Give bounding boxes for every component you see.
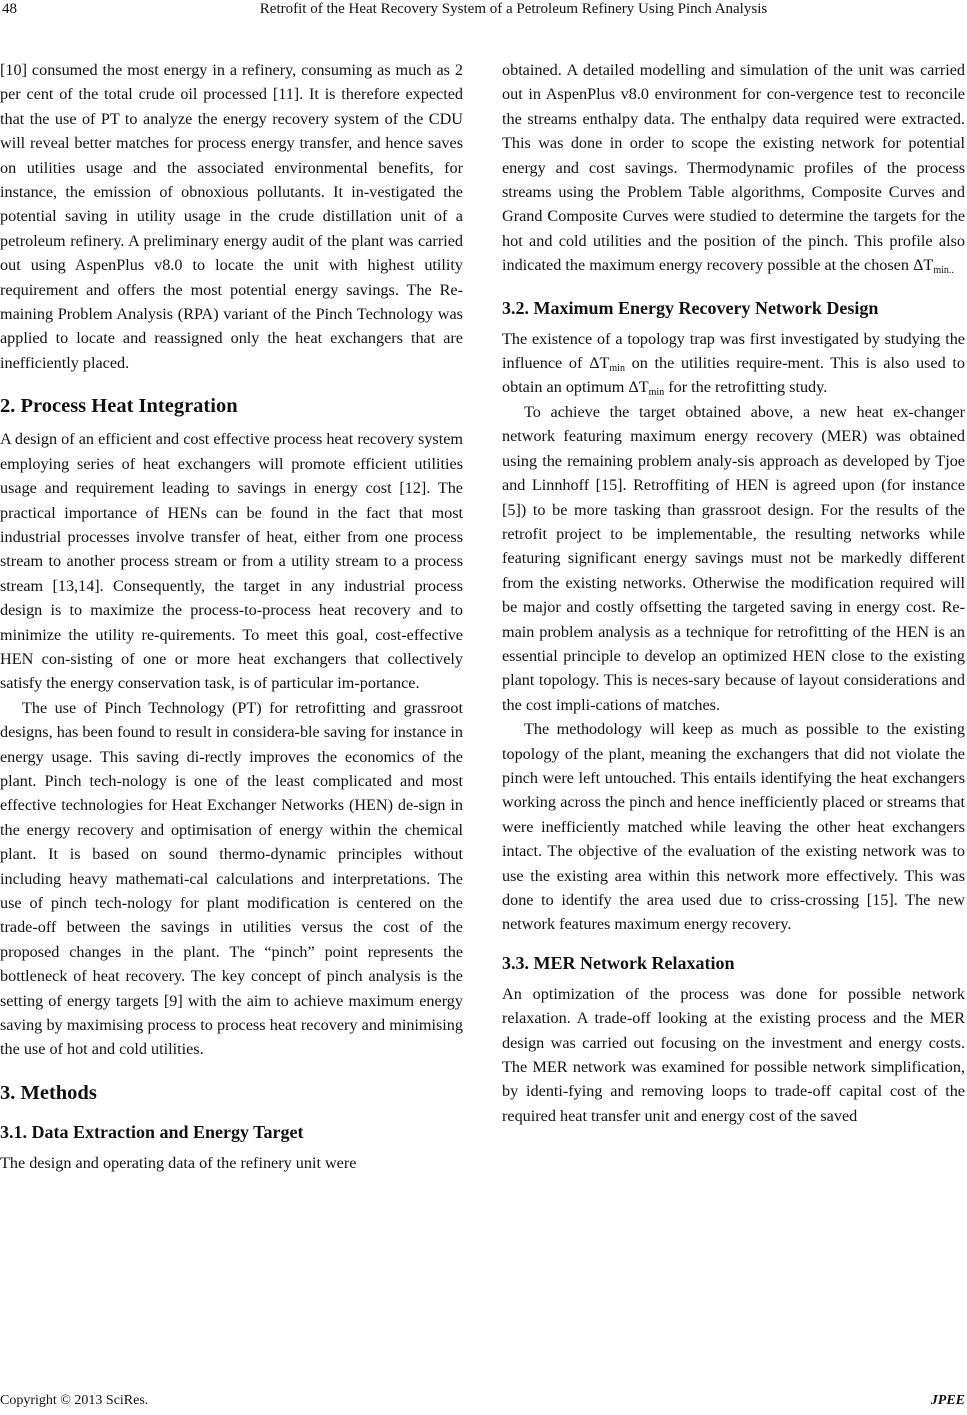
subsection-heading-data-extraction: 3.1. Data Extraction and Energy Target xyxy=(0,1121,304,1142)
delta-t-min-subscript: min xyxy=(648,387,665,399)
paragraph-section33-1: An optimization of the process was done for possible network relaxation. A trade-off looking at the existing process and the MER design was carried out focusing on the investment and energy costs. The MER network was examined for possible network simplification, by identi-fying and removing loops to trade-off capital cost of the required heat transfer unit and energy cost of the saved xyxy=(502,984,965,1125)
running-title: Retrofit of the Heat Recovery System of a Petroleum Refinery Using Pinch Analysis xyxy=(259,1,768,17)
paragraph-section31-text: obtained. A detailed modelling and simulation of the unit was carried out in AspenPlus v8.0 environment for con-vergence test to reconcile the streams enthalpy data. The enthalpy data required were extracted. This was done in order to scope the existing network for potential energy and cost savings. Thermodynamic profiles of the process streams using the Problem Table algorithms, Composite Curves and Grand Composite Curves were studied to determine the targets for the hot and cold utilities and the position of the pinch. This profile also indicated the maximum energy recovery possible at the chosen ΔT xyxy=(502,61,965,275)
paragraph-intro-continued: [10] consumed the most energy in a refinery, consuming as much as 2 per cent of the total crude oil processed [11]. It is therefore expected that the use of PT to analyze the energy recovery system of the CDU will reveal better matches for process energy transfer, and hence saves on utilities usage and the associated environmental benefits, for instance, the emission of obnoxious pollutants. It in-vestigated the potential saving in utility usage in the crude distillation unit of a petroleum refinery. A preliminary energy audit of the plant was carried out using AspenPlus v8.0 to locate the unit with highest utility requirement and offers the most potential energy savings. The Re-maining Problem Analysis (RPA) variant of the Pinch Technology was applied to locate and reassigned only the heat exchangers that are inefficiently placed. xyxy=(0,61,463,372)
left-column xyxy=(0,58,463,1175)
paragraph-section32-1-part-b: on the utilities require-ment. This is also used to obtain an optimum ΔT xyxy=(502,354,965,397)
paragraph-section31-continued xyxy=(502,58,965,278)
right-column xyxy=(502,58,965,1128)
section-heading-process-heat-integration: 2. Process Heat Integration xyxy=(0,395,238,418)
delta-t-min-subscript: min.. xyxy=(933,265,954,277)
section-heading-methods: 3. Methods xyxy=(0,1081,97,1104)
subsection-heading-mer-relaxation: 3.3. MER Network Relaxation xyxy=(502,952,735,973)
page-number: 48 xyxy=(2,1,17,17)
subsection-heading-mer-network-design: 3.2. Maximum Energy Recovery Network Design xyxy=(502,297,879,318)
paragraph-section2-2: The use of Pinch Technology (PT) for retrofitting and grassroot designs, has been found to result in considera-ble saving for instance in energy usage. This saving di-rectly improves the economics of the plant. Pinch tech-nology is one of the least complicated and most effective technologies for Heat Exchanger Networks (HEN) de-sign in the energy recovery and optimisation of energy within the chemical plant. It is based on sound thermo-dynamic principles without including heavy mathemati-cal calculations and interpretations. The use of pinch tech-nology for plant modification is centered on the trade-off between the savings in utilities versus the cost of the proposed changes in the plant. The “pinch” point represents the bottleneck of heat recovery. The key concept of pinch analysis is the setting of energy targets [9] with the aim to achieve maximum energy saving by maximising process to process heat recovery and minimising the use of hot and cold utilities. xyxy=(0,698,463,1059)
copyright-notice: Copyright © 2013 SciRes. xyxy=(0,1393,149,1408)
paragraph-section2-1: A design of an efficient and cost effective process heat recovery system employing series of heat exchangers will promote efficient utilities usage and requirement leading to savings in energy cost [12]. The practical importance of HENs can be found in the fact that most industrial processes involve transfer of heat, either from one process stream to another process stream or from a utility stream to a process stream [13,14]. Consequently, the target in any industrial process design is to maximize the process-to-process heat recovery and to minimize the utility re-quirements. To meet this goal, cost-effective HEN con-sisting of one or more heat exchangers that collectively satisfy the energy conservation task, is of particular im-portance. xyxy=(0,430,463,693)
delta-t-min-subscript: min xyxy=(609,363,625,375)
paragraph-section31-start: The design and operating data of the refinery unit were xyxy=(0,1153,357,1172)
paragraph-section32-3: The methodology will keep as much as possible to the existing topology of the plant, meaning the exchangers that did not violate the pinch were left untouched. This entails identifying the heat exchangers working across the pinch and hence inefficiently placed or streams that were inefficiently matched while leaving the other heat exchangers intact. The objective of the evaluation of the existing network was to use the existing area within this network more effectively. This was done to identify the area used due to criss-crossing [15]. The new network features maximum energy recovery. xyxy=(502,720,965,934)
paragraph-section32-1 xyxy=(502,327,965,400)
paragraph-section32-2: To achieve the target obtained above, a new heat ex-changer network featuring maximum energy recovery (MER) was obtained using the remaining problem analy-sis approach as developed by Tjoe and Linnhoff [15]. Retroffiting of HEN is agreed upon (for instance [5]) to be more tasking than grassroot design. For the results of the retrofit project to be implementable, the resulting networks while featuring significant energy savings must not be markedly different from the existing networks. Otherwise the modification required will be major and costly offsetting the targeted saving in energy cost. Re-main problem analysis as a technique for retrofitting of the HEN is an essential principle to develop an optimized HEN close to the existing plant topology. This is neces-sary because of layout considerations and the cost impli-cations of matches. xyxy=(502,402,965,714)
journal-abbreviation: JPEE xyxy=(930,1393,965,1408)
paragraph-section32-1-part-c: for the retrofitting study. xyxy=(664,378,828,397)
paragraph-section32-1-part-a: The existence of a topology trap was first investigated by studying the influence of ΔT xyxy=(502,329,965,373)
